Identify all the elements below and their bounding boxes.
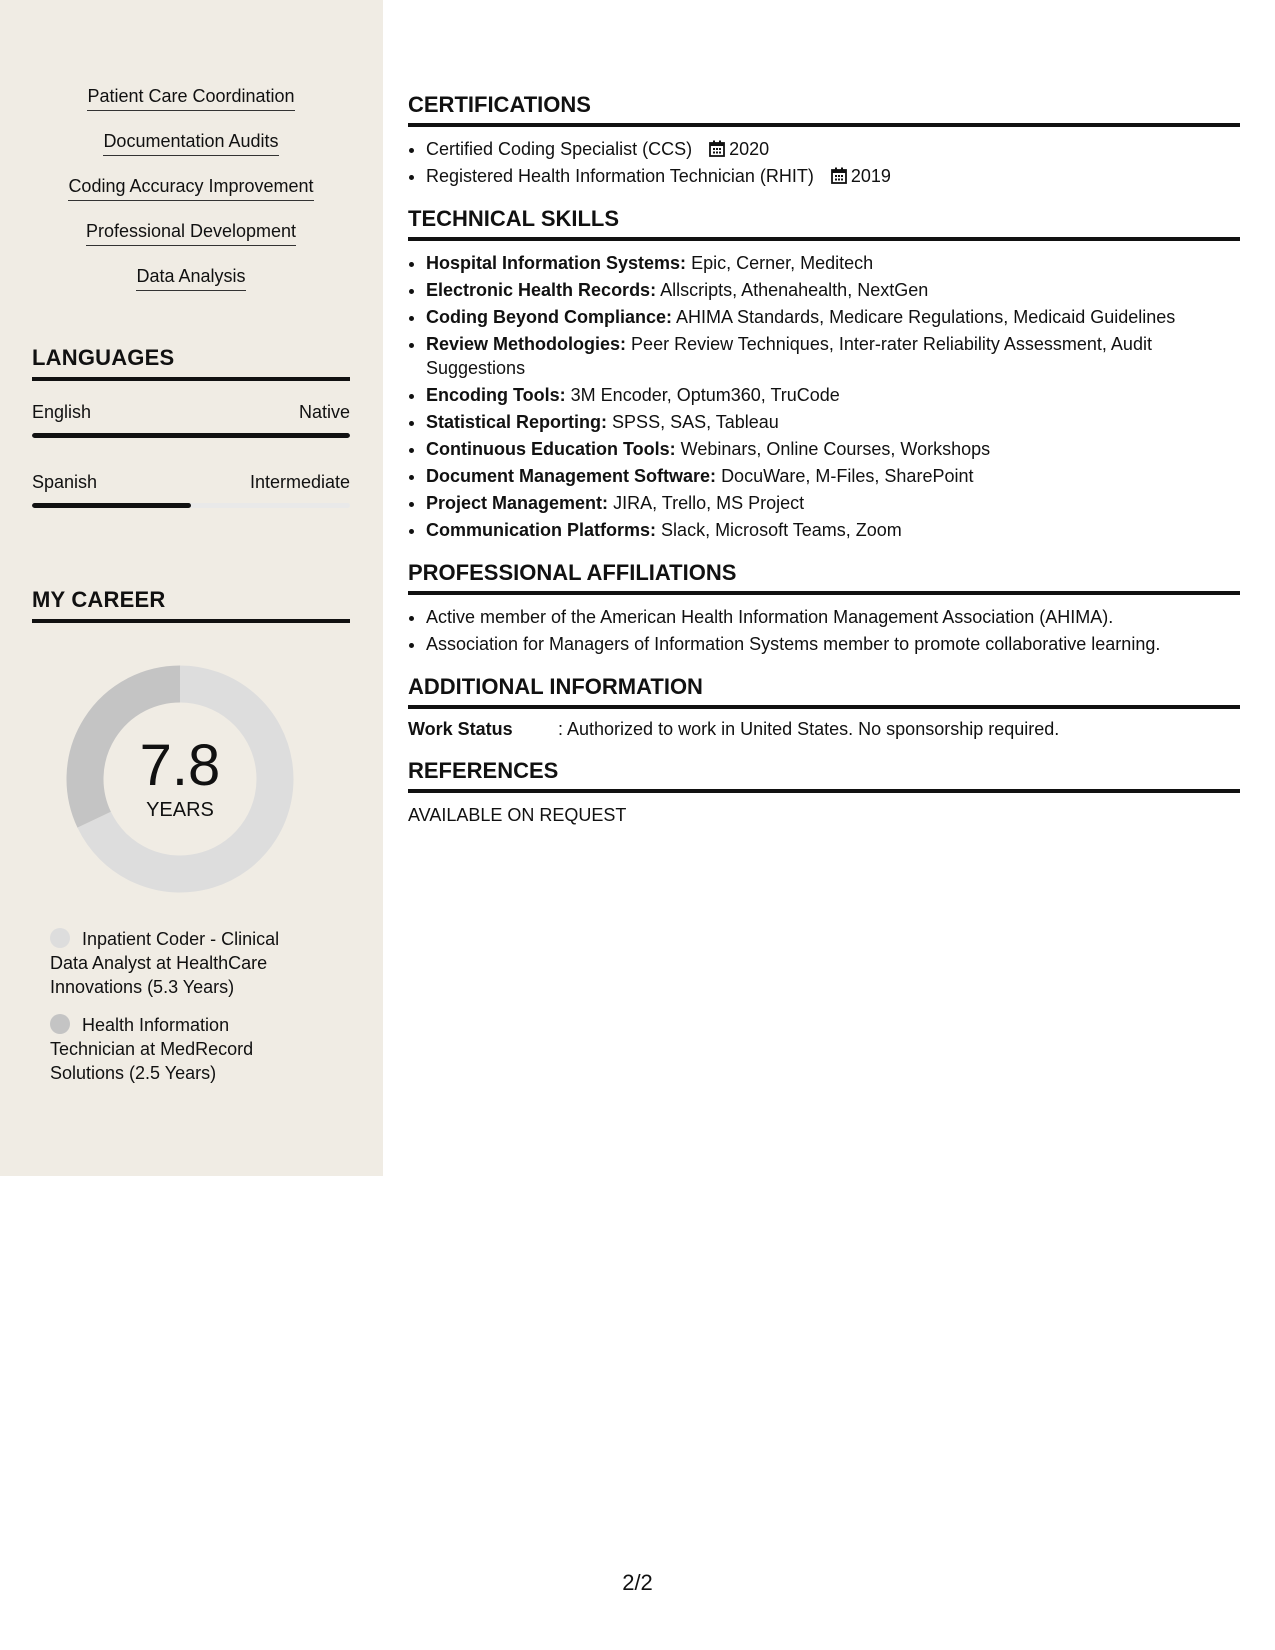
- skill-tag: Coding Accuracy Improvement: [68, 174, 313, 201]
- skill-label: Hospital Information Systems:: [426, 253, 687, 273]
- affiliation-item: • Active member of the American Health Information Management Association (AHIMA).: [426, 605, 1240, 629]
- skill-label: Statistical Reporting:: [426, 412, 608, 432]
- language-row: [32, 402, 350, 423]
- skill-value: 3M Encoder, Optum360, TruCode: [570, 385, 840, 405]
- section-heading: TECHNICAL SKILLS: [408, 206, 1240, 241]
- skill-tag: Data Analysis: [136, 264, 245, 291]
- skill-value: AHIMA Standards, Medicare Regulations, Medicaid Guidelines: [676, 307, 1176, 327]
- legend-dot-icon: [50, 928, 70, 948]
- language-level: Intermediate: [249, 472, 350, 492]
- language-bar: [32, 433, 350, 438]
- main-content: [408, 92, 1240, 844]
- calendar-icon: [831, 167, 847, 184]
- language-bar-fill: [32, 503, 191, 508]
- technical-skill-item: [426, 305, 1240, 329]
- certification-name: Registered Health Information Technician (RHIT): [426, 166, 814, 186]
- technical-skills-section: [408, 206, 1240, 542]
- certification-year: 2019: [850, 166, 891, 186]
- certification-name: Certified Coding Specialist (CCS): [426, 139, 693, 159]
- technical-skill-item: [426, 518, 1240, 542]
- additional-information-section: [408, 674, 1240, 740]
- skill-label: Review Methodologies:: [426, 334, 627, 354]
- section-heading: PROFESSIONAL AFFILIATIONS: [408, 560, 1240, 595]
- section-heading: ADDITIONAL INFORMATION: [408, 674, 1240, 709]
- technical-skill-item: [426, 332, 1240, 380]
- language-name: Spanish: [32, 472, 98, 492]
- skill-label: Continuous Education Tools:: [426, 439, 676, 459]
- career-heading: MY CAREER: [32, 587, 350, 623]
- section-heading: REFERENCES: [408, 758, 1240, 793]
- technical-skill-item: [426, 278, 1240, 302]
- language-bar-fill: [32, 433, 350, 438]
- languages-heading: LANGUAGES: [32, 345, 350, 381]
- affiliation-item: • Association for Managers of Information Systems member to promote collaborative learning.: [426, 632, 1240, 656]
- career-item: [50, 927, 300, 999]
- skill-value: SPSS, SAS, Tableau: [612, 412, 779, 432]
- skill-tag: Professional Development: [86, 219, 296, 246]
- skill-tag: Patient Care Coordination: [87, 84, 294, 111]
- skill-value: DocuWare, M-Files, SharePoint: [721, 466, 974, 486]
- certifications-section: [408, 92, 1240, 188]
- career-total-years: 7.8: [139, 732, 221, 798]
- skill-label: Communication Platforms:: [426, 520, 657, 540]
- work-status-label: Work Status: [408, 719, 513, 739]
- career-item-text: Health Information Technician at MedRecord Solutions (2.5 Years): [50, 1015, 254, 1083]
- certification-item: [426, 137, 1240, 161]
- certification-item: [426, 164, 1240, 188]
- skill-value: JIRA, Trello, MS Project: [613, 493, 805, 513]
- work-status-value: : Authorized to work in United States. No sponsorship required.: [558, 719, 1060, 739]
- skill-label: Project Management:: [426, 493, 609, 513]
- certification-year: 2020: [729, 139, 770, 159]
- sidebar: [0, 0, 383, 1176]
- skills-list: [32, 84, 350, 309]
- technical-skill-item: [426, 383, 1240, 407]
- technical-skill-item: [426, 251, 1240, 275]
- technical-skill-item: [426, 491, 1240, 515]
- technical-skill-item: [426, 437, 1240, 461]
- skill-label: Electronic Health Records:: [426, 280, 657, 300]
- skill-value: Epic, Cerner, Meditech: [691, 253, 874, 273]
- language-bar: [32, 503, 350, 508]
- skill-value: Webinars, Online Courses, Workshops: [680, 439, 991, 459]
- career-donut-chart: [66, 665, 294, 893]
- technical-skill-item: [426, 410, 1240, 434]
- skill-label: Encoding Tools:: [426, 385, 566, 405]
- career-years-unit: YEARS: [146, 798, 214, 821]
- language-name: English: [32, 402, 92, 422]
- skill-value: Peer Review Techniques, Inter-rater Reliability Assessment, Audit Suggestions: [426, 334, 1152, 378]
- skill-label: Document Management Software:: [426, 466, 717, 486]
- skill-value: Allscripts, Athenahealth, NextGen: [660, 280, 929, 300]
- references-text: AVAILABLE ON REQUEST: [408, 805, 627, 825]
- references-section: [408, 758, 1240, 826]
- career-item-text: Inpatient Coder - Clinical Data Analyst at HealthCare Innovations (5.3 Years): [50, 929, 280, 997]
- work-status-row: [408, 719, 1240, 740]
- section-heading: CERTIFICATIONS: [408, 92, 1240, 127]
- career-item: [50, 1013, 300, 1085]
- legend-dot-icon: [50, 1014, 70, 1034]
- page-number: 2/2: [622, 1570, 653, 1595]
- affiliations-section: [408, 560, 1240, 656]
- skill-tag: Documentation Audits: [103, 129, 278, 156]
- technical-skill-item: [426, 464, 1240, 488]
- language-level: Native: [298, 402, 350, 422]
- skill-label: Coding Beyond Compliance:: [426, 307, 673, 327]
- calendar-icon: [709, 140, 725, 157]
- language-row: [32, 472, 350, 493]
- skill-value: Slack, Microsoft Teams, Zoom: [661, 520, 902, 540]
